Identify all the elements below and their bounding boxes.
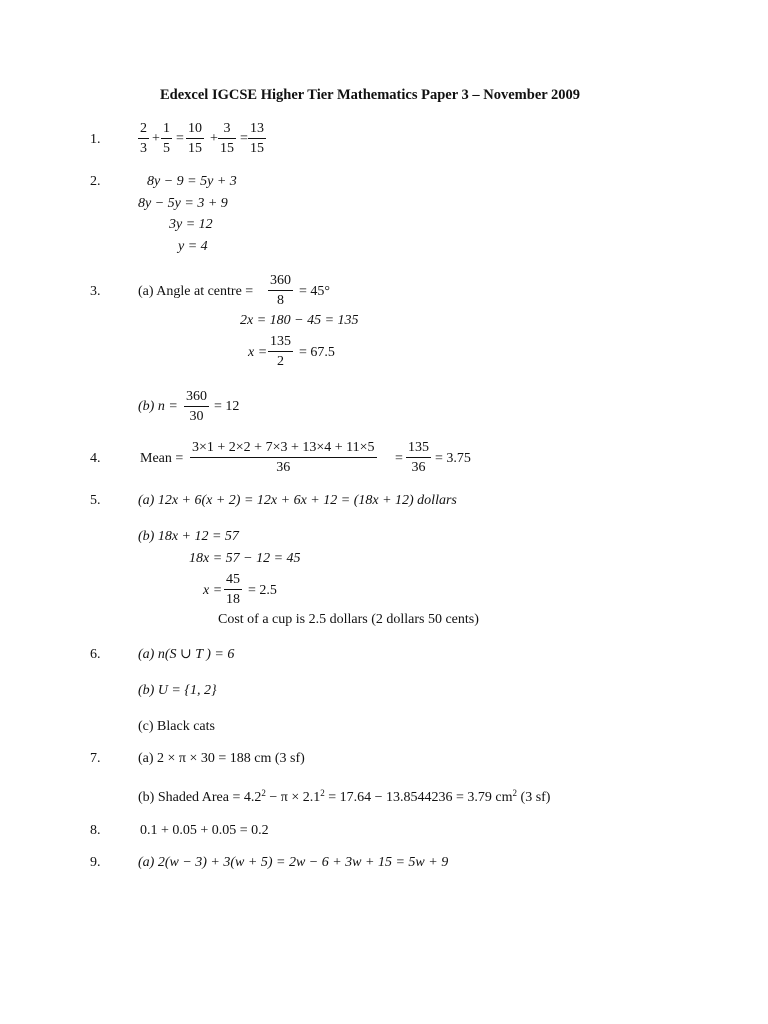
q1-op-1: + xyxy=(152,131,160,146)
q3a-line-2: 2x = 180 − 45 = 135 xyxy=(240,313,359,328)
q9a-line: (a) 2(w − 3) + 3(w + 5) = 2w − 6 + 3w + 15 = 5w + 9 xyxy=(138,855,449,870)
q3a-line-3-frac: $\frac{135}{2}$ xyxy=(270,334,291,369)
q3a-line-3-result: = 67.5 xyxy=(299,345,335,360)
page-title: Edexcel IGCSE Higher Tier Mathematics Paper 3 – November 2009 xyxy=(160,87,581,103)
q3a-line-3-pre: x = xyxy=(248,345,268,360)
q4-label: Mean = xyxy=(140,451,184,466)
q4-frac-2: $\frac{135}{36}$ xyxy=(408,440,429,475)
q1-number: 1. xyxy=(90,132,101,147)
q4-number: 4. xyxy=(90,451,101,466)
q8-line: 0.1 + 0.05 + 0.05 = 0.2 xyxy=(140,823,269,838)
q1-op-2: + xyxy=(210,131,218,146)
q4-eq: = xyxy=(395,451,403,466)
q5b-line-2: 18x = 57 − 12 = 45 xyxy=(189,551,301,566)
q6c-line: (c) Black cats xyxy=(138,719,215,734)
q5b-line-3-frac: $\frac{45}{18}$ xyxy=(226,572,240,607)
q3b-result: = 12 xyxy=(214,399,240,414)
q7b-line: (b) Shaded Area = $4.2^2 - \pi \times 2.1^2 = 17.64 - 13.8544236 = 3.79$ $cm^2$ (3 sf) xyxy=(138,788,551,805)
q4-frac-1: $\frac{3\times 1 + 2\times 2 + 7\times 3 + 13\times 4 + 11\times 5}{36}$ xyxy=(192,440,375,475)
q5b-line-4: Cost of a cup is 2.5 dollars (2 dollars 50 cents) xyxy=(218,612,479,627)
q1-eq-2: = xyxy=(240,131,248,146)
q2-line-2: 8y − 5y = 3 + 9 xyxy=(138,196,228,211)
q1-frac-2: $\frac{1}{5}$ xyxy=(163,121,170,156)
q3b-frac: $\frac{360}{30}$ xyxy=(186,389,207,424)
q7-number: 7. xyxy=(90,751,101,766)
q3a-result: = 45° xyxy=(299,284,330,299)
q6a-line: (a) n(S ∪ T ) = 6 xyxy=(138,647,235,662)
q3a-label: (a) Angle at centre = xyxy=(138,284,254,299)
q6-number: 6. xyxy=(90,647,101,662)
q3b-label: (b) n = xyxy=(138,399,178,414)
q2-line-1: 8y − 9 = 5y + 3 xyxy=(147,174,237,189)
q1-frac-4: $\frac{3}{15}$ xyxy=(220,121,234,156)
q2-line-3: 3y = 12 xyxy=(169,217,213,232)
q3a-frac: $\frac{360}{8}$ xyxy=(270,273,291,308)
q7a-line: (a) 2 × π × 30 = 188 cm (3 sf) xyxy=(138,751,305,766)
q1-eq-1: = xyxy=(176,131,184,146)
q5b-line-3-pre: x = xyxy=(203,583,223,598)
q3-number: 3. xyxy=(90,284,101,299)
q5b-line-1: (b) 18x + 12 = 57 xyxy=(138,529,239,544)
q4-result: = 3.75 xyxy=(435,451,471,466)
q5a-line: (a) 12x + 6(x + 2) = 12x + 6x + 12 = (18x + 12) dollars xyxy=(138,493,457,508)
q8-number: 8. xyxy=(90,823,101,838)
q6b-line: (b) U = {1, 2} xyxy=(138,683,217,698)
q2-number: 2. xyxy=(90,174,101,189)
q1-frac-1: $\frac{2}{3}$ xyxy=(140,121,147,156)
q1-frac-3: $\frac{10}{15}$ xyxy=(188,121,202,156)
q2-line-4: y = 4 xyxy=(178,239,208,254)
q5-number: 5. xyxy=(90,493,101,508)
q1-frac-5: $\frac{13}{15}$ xyxy=(250,121,264,156)
q9-number: 9. xyxy=(90,855,101,870)
q5b-line-3-result: = 2.5 xyxy=(248,583,277,598)
